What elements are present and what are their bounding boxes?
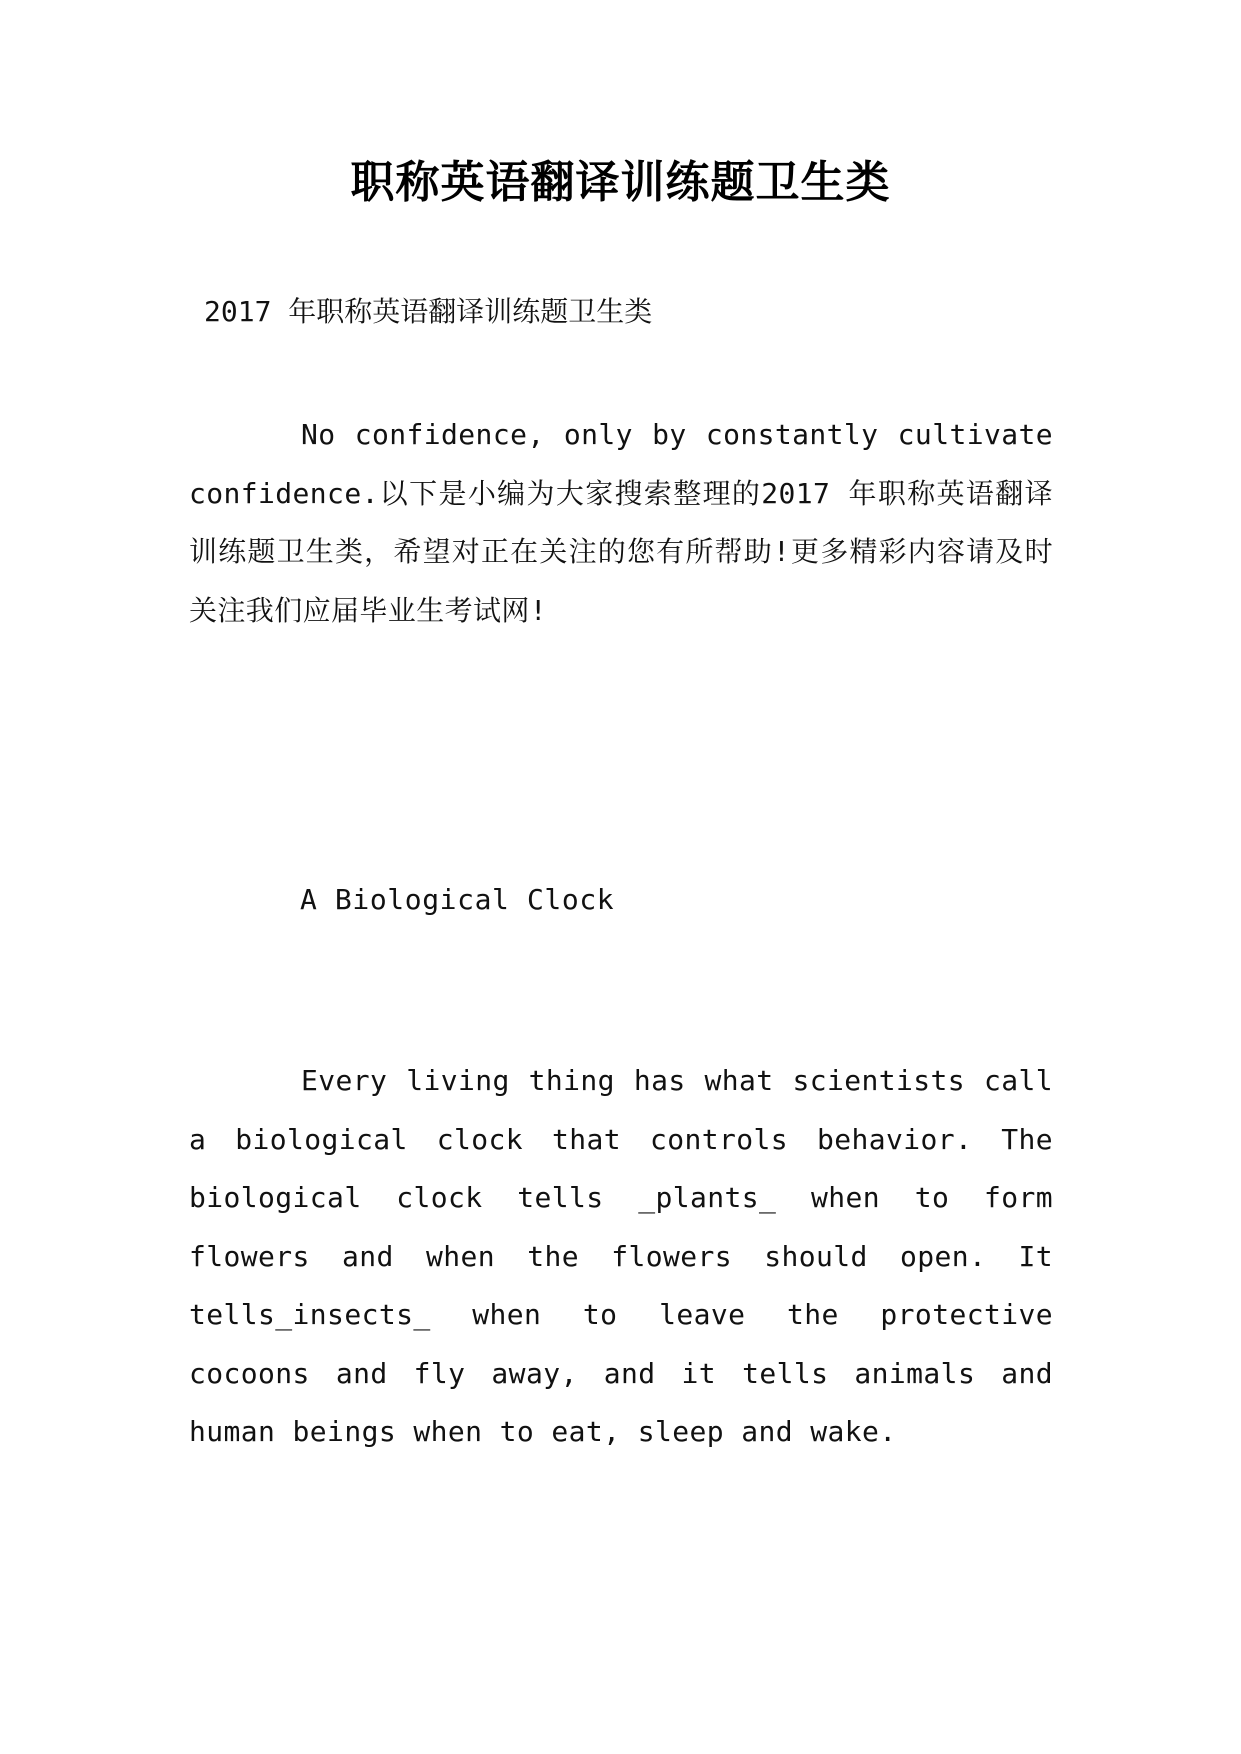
document-subtitle: 2017 年职称英语翻译训练题卫生类 <box>204 295 653 328</box>
body-paragraph: Every living thing has what scientists call a biological clock that controls behavior. The biological clock tells _plants_ when to form flowers and when the flowers should open. It tells_insects_ when to leave the protective cocoons and fly away, and it tells animals and human beings when to eat, sleep and wake. <box>189 1064 1053 1448</box>
intro-paragraph: No confidence, only by constantly cultivate confidence.以下是小编为大家搜索整理的2017 年职称英语翻译训练题卫生类，希望对正在关注的您有所帮助!更多精彩内容请及时关注我们应届毕业生考试网! <box>189 418 1053 627</box>
document-title: 职称英语翻译训练题卫生类 <box>350 157 891 208</box>
section-heading: A Biological Clock <box>300 883 615 916</box>
